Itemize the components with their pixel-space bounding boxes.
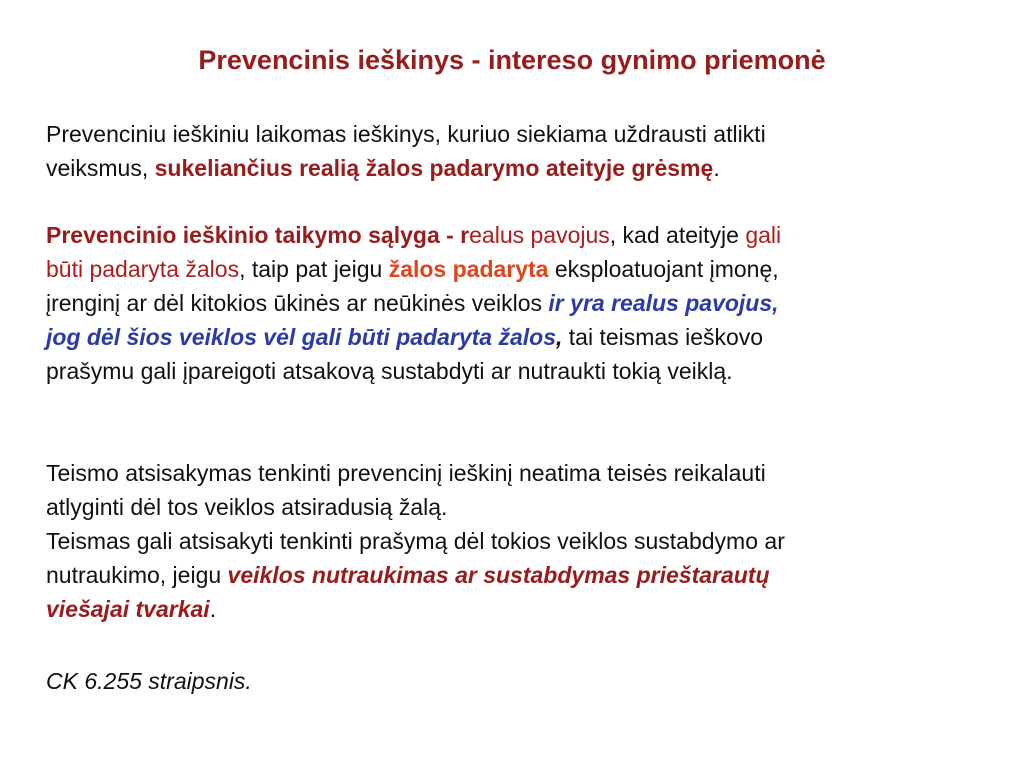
- condition-damage: būti padaryta žalos: [46, 256, 240, 282]
- condition-line-2: [46, 252, 986, 286]
- condition-blue-2: jog dėl šios veiklos vėl gali būti padaryta žalos: [46, 324, 556, 350]
- refusal-text-3: Teismas gali atsisakyti tenkinti prašymą dėl tokios veiklos sustabdymo ar: [46, 528, 785, 554]
- condition-line-5: [46, 354, 986, 388]
- condition-blue-1: ir yra realus pavojus,: [548, 290, 779, 316]
- condition-text-5: tai teismas ieškovo: [562, 324, 764, 350]
- paragraph-condition: [46, 218, 986, 388]
- definition-line-1: [46, 117, 986, 151]
- refusal-text-1: Teismo atsisakymas tenkinti prevencinį ieškinį neatima teisės reikalauti: [46, 460, 766, 486]
- refusal-line-3: [46, 524, 986, 558]
- condition-text-6: prašymu gali įpareigoti atsakovą sustabdyti ar nutraukti tokią veiklą.: [46, 358, 733, 384]
- condition-text-3: eksploatuojant įmonę,: [548, 256, 779, 282]
- legal-reference: CK 6.255 straipsnis.: [46, 668, 252, 694]
- paragraph-refusal: [46, 456, 986, 626]
- condition-text-4: įrenginį ar dėl kitokios ūkinės ar neūkinės veiklos: [46, 290, 549, 316]
- refusal-emphasis-2: viešajai tvarkai: [46, 596, 210, 622]
- condition-blue-comma: ,: [556, 324, 563, 350]
- definition-text-2: veiksmus,: [46, 155, 155, 181]
- condition-text-1: , kad ateityje: [609, 222, 746, 248]
- refusal-line-2: [46, 490, 986, 524]
- condition-gali: gali: [745, 222, 782, 248]
- refusal-line-1: [46, 456, 986, 490]
- paragraph-reference: [46, 664, 986, 698]
- definition-text-1: Prevenciniu ieškiniu laikomas ieškinys, kuriuo siekiama uždrausti atlikti: [46, 121, 766, 147]
- paragraph-definition: [46, 117, 986, 185]
- definition-emphasis: sukeliančius realią žalos padarymo ateityje grėsmę: [154, 155, 714, 181]
- refusal-emphasis-1: veiklos nutraukimas ar sustabdymas prieštarautų: [227, 562, 770, 588]
- definition-period: .: [713, 155, 720, 181]
- condition-text-2: , taip pat jeigu: [239, 256, 389, 282]
- refusal-text-2: atlyginti dėl tos veiklos atsiradusią žalą.: [46, 494, 448, 520]
- condition-line-4: [46, 320, 986, 354]
- definition-line-2: [46, 151, 986, 185]
- refusal-period: .: [209, 596, 217, 622]
- refusal-line-5: [46, 592, 986, 626]
- refusal-line-4: [46, 558, 986, 592]
- condition-line-3: [46, 286, 986, 320]
- condition-heading: Prevencinio ieškinio taikymo sąlyga - r: [46, 222, 470, 248]
- slide-title: Prevencinis ieškinys - intereso gynimo priemonė: [198, 45, 826, 75]
- condition-damage-done: žalos padaryta: [388, 256, 549, 282]
- refusal-text-4: nutraukimo, jeigu: [46, 562, 228, 588]
- condition-line-1: [46, 218, 986, 252]
- condition-real-danger: ealus pavojus: [469, 222, 610, 248]
